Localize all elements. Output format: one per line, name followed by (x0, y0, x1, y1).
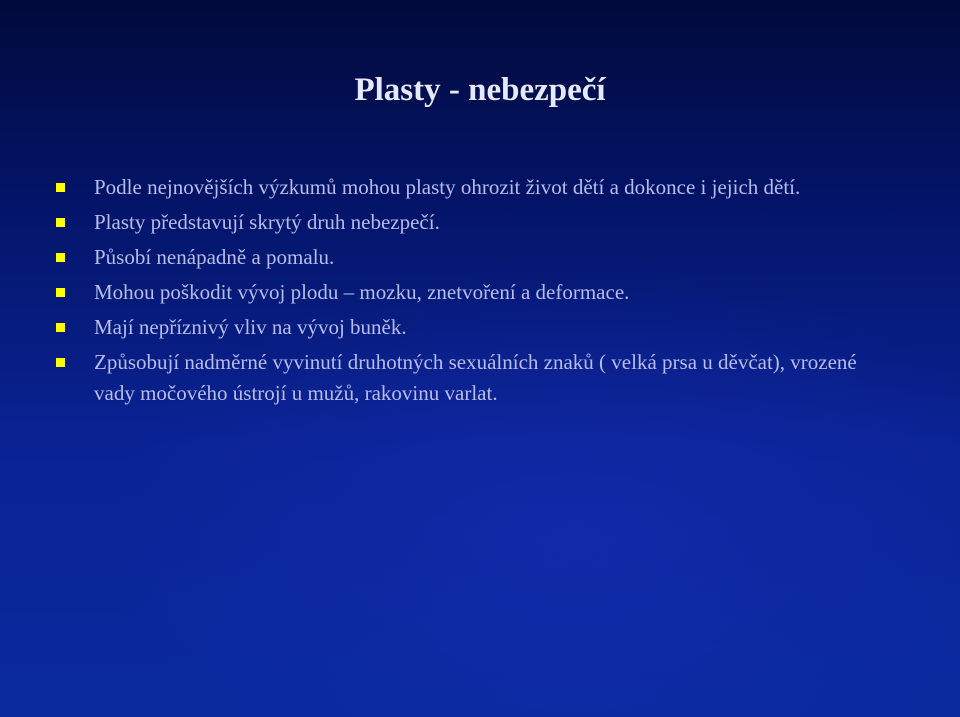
bullet-item (56, 277, 896, 308)
bullet-list (56, 172, 896, 413)
square-bullet-icon (56, 253, 65, 262)
square-bullet-icon (56, 183, 65, 192)
bullet-text: Mají nepříznivý vliv na vývoj buněk. (94, 315, 407, 339)
square-bullet-icon (56, 288, 65, 297)
bullet-item (56, 207, 896, 238)
square-bullet-icon (56, 323, 65, 332)
bullet-item (56, 172, 896, 203)
bullet-item (56, 347, 896, 409)
bullet-text: Podle nejnovějších výzkumů mohou plasty ohrozit život dětí a dokonce i jejich dětí. (94, 175, 801, 199)
bullet-text: Způsobují nadměrné vyvinutí druhotných sexuálních znaků ( velká prsa u děvčat), vrozené vady močového ústrojí u mužů, rakovinu varlat. (94, 350, 857, 405)
bullet-item (56, 312, 896, 343)
bullet-text: Plasty představují skrytý druh nebezpečí. (94, 210, 440, 234)
bullet-text: Působí nenápadně a pomalu. (94, 245, 335, 269)
square-bullet-icon (56, 358, 65, 367)
bullet-item (56, 242, 896, 273)
bullet-text: Mohou poškodit vývoj plodu – mozku, znetvoření a deformace. (94, 280, 630, 304)
slide-title: Plasty - nebezpečí (354, 72, 606, 108)
square-bullet-icon (56, 218, 65, 227)
